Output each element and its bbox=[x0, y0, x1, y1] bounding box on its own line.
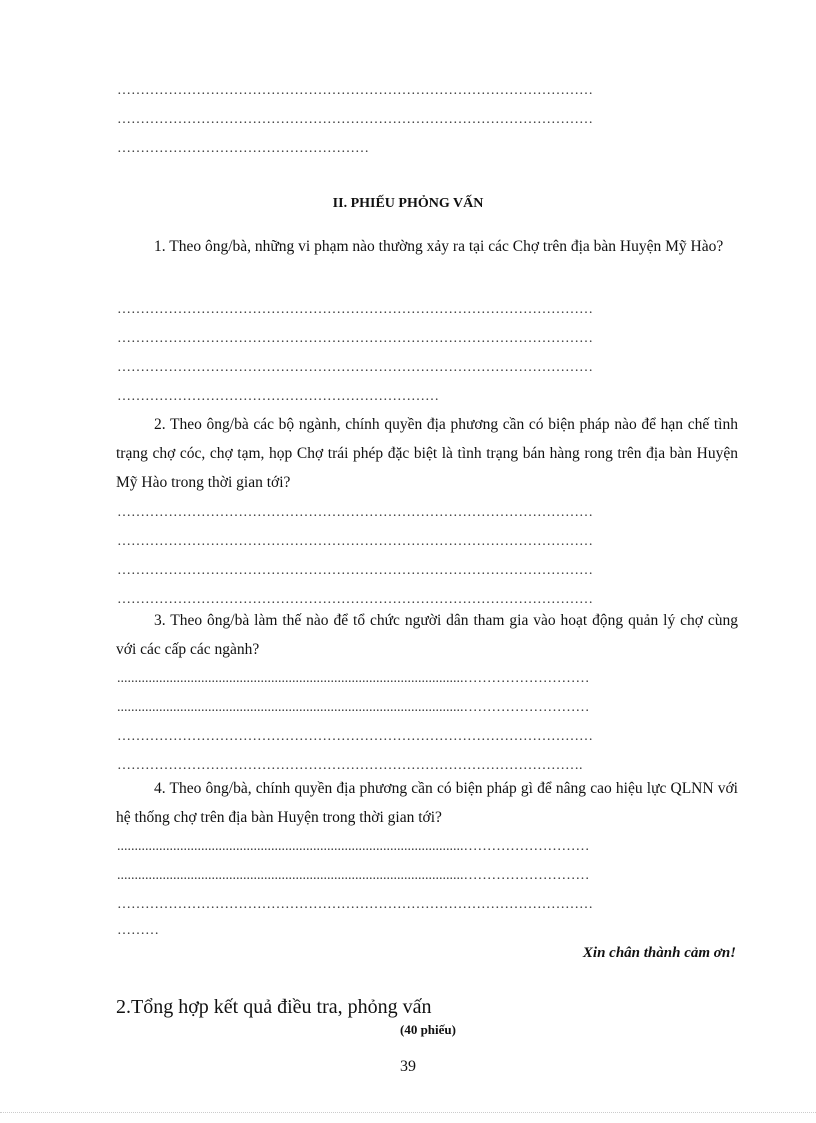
answer-line: ……………………………………………… bbox=[117, 141, 369, 156]
answer-line: ………………………………………………………………………………………. bbox=[117, 758, 583, 773]
question-3 bbox=[116, 606, 738, 664]
answer-line: ………………………………………………………………………………………… bbox=[117, 729, 593, 744]
answer-line: ………………………………………………………………………………………… bbox=[117, 83, 593, 98]
answer-line: ………………………………………………………………………………………… bbox=[117, 360, 593, 375]
answer-line: ………………………………………………………………………………………… bbox=[117, 897, 593, 912]
answer-line: …………………………………………………………… bbox=[117, 389, 439, 404]
page-number: 39 bbox=[400, 1058, 416, 1075]
section-heading: II. PHIẾU PHỎNG VẤN bbox=[332, 196, 484, 211]
question-text: 2. Theo ông/bà các bộ ngành, chính quyền địa phương cần có biện pháp nào để hạn chế tình trạng chợ cóc, chợ tạm, họp Chợ trái phép đặc biệt là tình trạng bán hàng rong trên địa bàn Huyện Mỹ Hào trong thời gian tới? bbox=[116, 416, 738, 491]
closing-thanks: Xin chân thành cảm ơn! bbox=[582, 945, 736, 961]
answer-line: ………………………………………………………………………………………… bbox=[117, 505, 593, 520]
section-2-title: 2.Tổng hợp kết quả điều tra, phỏng vấn bbox=[116, 996, 432, 1018]
question-text: 3. Theo ông/bà làm thế nào để tổ chức người dân tham gia vào hoạt động quản lý chợ cùng với các cấp các ngành? bbox=[116, 612, 738, 658]
question-text: 4. Theo ông/bà, chính quyền địa phương cần có biện pháp gì để nâng cao hiệu lực QLNN với hệ thống chợ trên địa bàn Huyện trong thời gian tới? bbox=[116, 780, 738, 826]
answer-line: ...................................................................................................……………………… bbox=[117, 700, 590, 715]
question-text: 1. Theo ông/bà, những vi phạm nào thường xảy ra tại các Chợ trên địa bàn Huyện Mỹ Hào? bbox=[154, 238, 724, 255]
answer-line: ……… bbox=[117, 923, 159, 938]
question-1 bbox=[116, 232, 738, 261]
question-2 bbox=[116, 410, 738, 497]
answer-line: ………………………………………………………………………………………… bbox=[117, 331, 593, 346]
answer-line: ………………………………………………………………………………………… bbox=[117, 112, 593, 127]
answer-line: ...................................................................................................……………………… bbox=[117, 839, 590, 854]
question-4 bbox=[116, 774, 738, 832]
page-edge-rule bbox=[0, 1112, 816, 1113]
answer-line: ………………………………………………………………………………………… bbox=[117, 563, 593, 578]
answer-line: ………………………………………………………………………………………… bbox=[117, 592, 593, 607]
answer-line: ………………………………………………………………………………………… bbox=[117, 302, 593, 317]
section-2-subtitle: (40 phiếu) bbox=[400, 1022, 456, 1037]
answer-line: ………………………………………………………………………………………… bbox=[117, 534, 593, 549]
answer-line: ...................................................................................................……………………… bbox=[117, 868, 590, 883]
answer-line: ...................................................................................................……………………… bbox=[117, 671, 590, 686]
